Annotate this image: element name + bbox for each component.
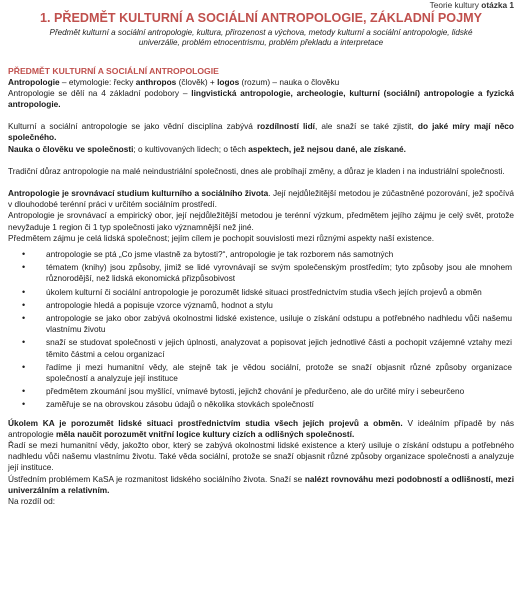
list-item: • předmětem zkoumání jsou myšlící, vnímavé bytosti, jejichž chování je předurčeno, ale do určité míry i sebeurčeno bbox=[46, 386, 514, 397]
list-item: • antropologie se jako obor zabývá okolnostmi lidské existence, usiluje o získání odstupu a potřebného nadhledu vůči našemu vlastnímu životu bbox=[46, 313, 514, 335]
list-item: • antropologie hledá a popisuje vzorce významů, hodnot a stylu bbox=[46, 300, 514, 311]
paragraph-subject: Předmětem zájmu je celá lidská společnost; jejím cílem je pochopit souvislosti mezi různými aspekty naší existence. bbox=[8, 232, 435, 243]
paragraph-humanities: Řadí se mezi humanitní vědy, jakožto obor, který se zabývá okolnostmi lidské existence a který usiluje o získání odstupu a potřebného nadhledu vůči našemu vlastnímu životu. Také věda sociální, protože se snaží objasnit různé způsoby organizace společnosti a analyzuje její instituce. bbox=[8, 440, 514, 473]
page-title: 1. PŘEDMĚT KULTURNÍ A SOCIÁLNÍ ANTROPOLOGIE, ZÁKLADNÍ POJMY bbox=[40, 11, 482, 25]
header-note bbox=[8, 0, 514, 10]
bullet-list bbox=[8, 249, 514, 411]
paragraph-central-problem: Ústředním problémem KaSA je rozmanitost lidského sociálního života. Snaží se nalézt rovnováhu mezi podobností a odlišností, mezi univerzálním a relativním. bbox=[8, 473, 514, 495]
section-heading: PŘEDMĚT KULTURNÍ A SOCIÁLNÍ ANTROPOLOGIE bbox=[8, 65, 219, 76]
paragraph-contrast: Na rozdíl od: bbox=[8, 496, 56, 507]
paragraph-tradition: Tradiční důraz antropologie na malé neindustriální společnosti, dnes ale probíhají změny, a důraz je kladen i na industriální společnosti. bbox=[8, 165, 505, 176]
course-name: Teorie kultury bbox=[429, 0, 479, 10]
list-item: • zaměřuje se na obrovskou zásobu údajů o několika stovkách společností bbox=[46, 399, 514, 410]
paragraph-etymology: Antropologie – etymologie: řecky anthropos (člověk) + logos (rozum) – nauka o člověku bbox=[8, 76, 340, 87]
paragraph-society: Nauka o člověku ve společnosti; o kultivovaných lidech; o těch aspektech, jež nejsou dané, ale získané. bbox=[8, 143, 406, 154]
paragraph-comparative: Antropologie je srovnávací studium kulturního a sociálního života. Její nejdůležitější metodou je zúčastněné pozorování, jež spočívá v dlouhodobé terénní práci v určitém sociálním prostředí. bbox=[8, 188, 514, 210]
paragraph-subfields: Antropologie se dělí na 4 základní podobory – lingvistická antropologie, archeologie, kulturní (sociální) antropologie a fyzická antropologie. bbox=[8, 87, 514, 109]
question-number: otázka 1 bbox=[481, 0, 514, 10]
paragraph-discipline: Kulturní a sociální antropologie se jako vědní disciplína zabývá rozdílností lidí, ale snaží se také zjistit, do jaké míry mají něco společného. bbox=[8, 121, 514, 143]
paragraph-task: Úkolem KA je porozumět lidské situaci prostřednictvím studia všech jejích projevů a obměn. V ideálním případě by nás antropologie měla naučit porozumět vnitřní logice kultury cizích a odlišných společností. bbox=[8, 417, 515, 439]
list-item: • antropologie se ptá „Co jsme vlastně za bytosti?“, antropologie je tak rozborem nás samotných bbox=[46, 249, 514, 260]
list-item: • tématem (knihy) jsou způsoby, jimiž se lidé vyrovnávají se svým společenským prostředím; tyto způsoby jsou ale mnohem různorodější, než lidská ekonomická přizpůsobivost bbox=[46, 262, 514, 284]
page-subtitle: Předmět kulturní a sociální antropologie, kultura, přirozenost a výchova, metody kulturní a sociální antropologie, lidské univerzálie, problém etnocentrismu, problém překladu a interpretace bbox=[49, 28, 473, 48]
paragraph-empirical: Antropologie je srovnávací a empirický obor, její nejdůležitější metodou je terénní výzkum, předmětem jejího zájmu je celý svět, protože nevyžaduje 1 region či 1 typ společnosti jako významnější než jiné. bbox=[8, 210, 514, 232]
list-item: • úkolem kulturní či sociální antropologie je porozumět lidské situaci prostřednictvím studia všech jejích projevů a obměn bbox=[46, 287, 514, 298]
list-item: • snaží se studovat společnosti v jejich úplnosti, analyzovat a popisovat jejich jednotlivé části a pochopit vzájemné vztahy mezi těmito částmi a celou organizací bbox=[46, 337, 514, 359]
list-item: • řadíme ji mezi humanitní vědy, ale stejně tak je vědou sociální, protože se snaží objasnit různé způsoby organizace společností a analyzuje její instituce bbox=[46, 362, 514, 384]
